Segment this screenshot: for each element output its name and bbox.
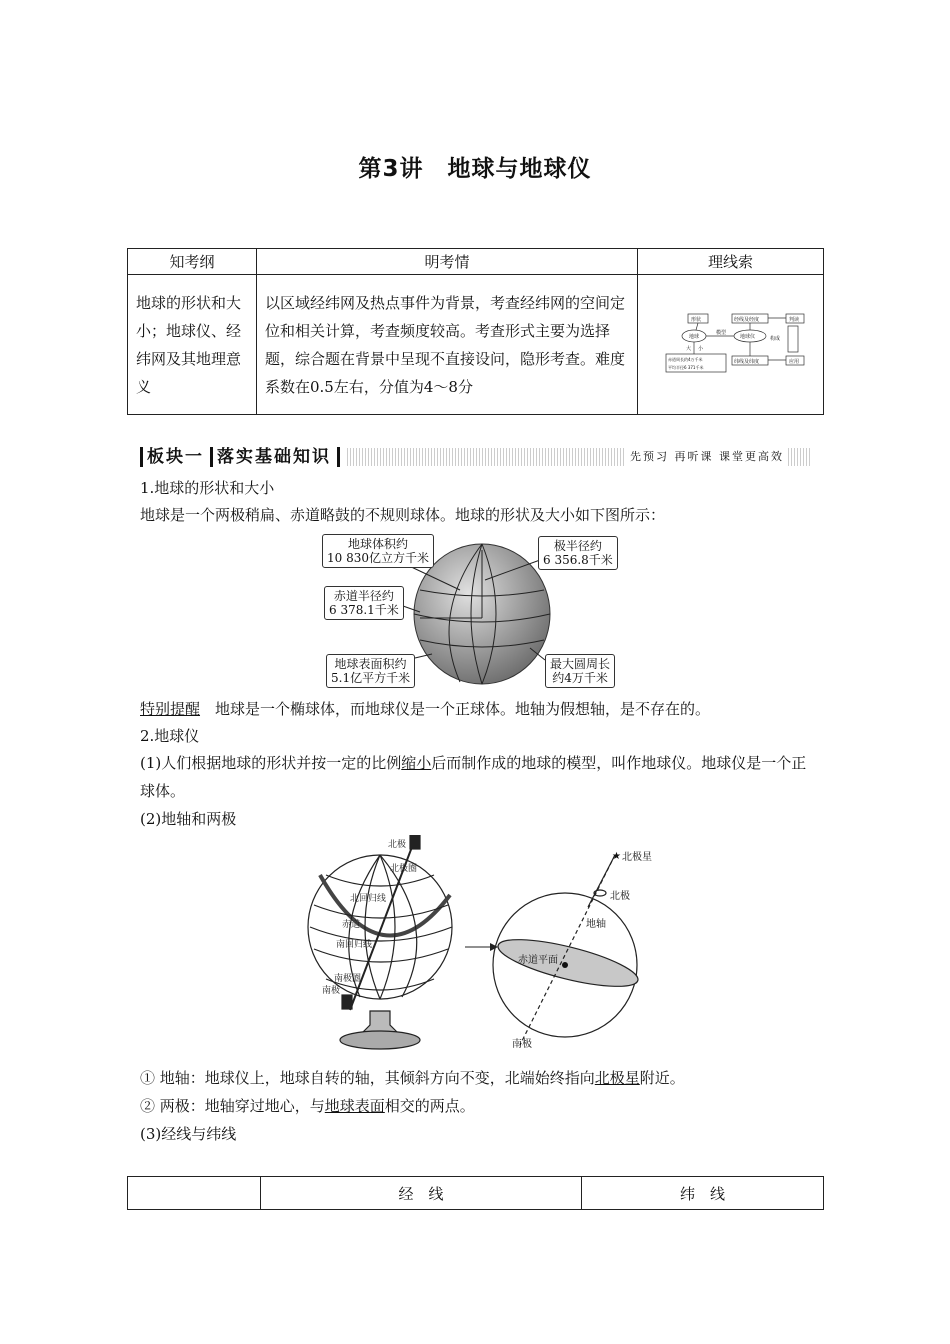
mm-parallel: 纬线及纬度	[733, 358, 759, 365]
mm-shape: 形状	[690, 316, 701, 323]
outline-cell: 地球的形状和大小；地球仪、经纬网及其地理意义	[128, 275, 257, 415]
item1-underline: 北极星	[594, 1069, 640, 1087]
item-axis	[140, 1064, 830, 1092]
globe-axis-figure	[290, 835, 670, 1055]
area-label-line1: 地球表面积约	[334, 657, 407, 671]
note-label: 特别提醒	[140, 700, 201, 718]
globe-tropic-n-label: 北回归线	[350, 894, 387, 904]
section1-heading: 1.地球的形状和大小	[140, 479, 275, 497]
polar-radius-label	[538, 536, 618, 570]
eq-label-line2: 6 378.1千米	[329, 603, 399, 617]
section2-p2: (2)地轴和两极	[140, 810, 237, 828]
axis-north-label: 北极	[610, 891, 630, 902]
header-exam: 明考情	[257, 249, 638, 275]
item1-text-a: ① 地轴：地球仪上，地球自转的轴，其倾斜方向不变，北端始终指向	[140, 1069, 595, 1087]
banner-left: 板块一	[140, 447, 204, 467]
arrow-head-icon	[490, 943, 498, 951]
area-label-line2: 5.1亿平方千米	[331, 671, 411, 685]
star-icon: ★	[612, 851, 621, 862]
globe-tropic-s-label: 南回归线	[336, 940, 373, 950]
mm-earth: 地球	[688, 333, 699, 340]
mm-small: 小	[697, 345, 703, 352]
axis-south-label: 南极	[512, 1039, 532, 1050]
globe-south-label: 南极	[322, 986, 341, 996]
p1-text-a: (1)人们根据地球的形状并按一定的比例	[140, 754, 402, 772]
mm-circumference: 赤道周长约4万千米	[667, 356, 703, 362]
special-note	[140, 695, 830, 723]
mm-meridian: 经线及经度	[733, 316, 759, 323]
section2-p3: (3)经线与纬线	[140, 1125, 237, 1143]
outline-table	[127, 248, 824, 415]
globe-equator-label: 赤道	[342, 920, 361, 930]
surface-area-label	[326, 654, 415, 688]
earth-center-dot	[562, 962, 568, 968]
p1-text-b: 后而制作成的地球的模型，叫作地球仪。地球仪是一个正球体。	[140, 754, 807, 800]
p1-underline: 缩小	[401, 754, 432, 772]
item2-text-b: 相交的两点。	[384, 1097, 475, 1115]
item-poles	[140, 1092, 830, 1120]
circumference-label	[545, 654, 615, 688]
equator-plane-label: 赤道平面	[518, 955, 558, 966]
item1-text-b: 附近。	[639, 1069, 685, 1087]
volume-label-line1: 地球体积约	[347, 537, 408, 551]
eq-label-line1: 赤道半径约	[333, 589, 394, 603]
banner-main: 落实基础知识	[210, 447, 340, 467]
header-parallel: 纬 线	[582, 1177, 824, 1210]
section1-text: 地球是一个两极稍扁、赤道略鼓的不规则球体。地球的形状及大小如下图所示：	[140, 506, 666, 524]
header-outline: 知考纲	[128, 249, 257, 275]
axis-label: 地轴	[586, 919, 606, 930]
circ-label-line1: 最大圆周长	[550, 657, 611, 671]
globe-antarctic-label: 南极圈	[334, 974, 362, 984]
banner-label	[140, 445, 346, 469]
mm-radius: 平均半径6 371千米	[667, 364, 703, 370]
header-clues: 理线索	[638, 249, 824, 275]
mm-model: 模型	[715, 329, 726, 336]
meridian-parallel-table	[127, 1176, 824, 1210]
banner-slogan: 先预习 再听课 课堂更高效	[626, 445, 788, 469]
mm-globe: 地球仪	[739, 333, 755, 340]
section2-heading: 2.地球仪	[140, 727, 200, 745]
circ-label-line2: 约4万千米	[552, 671, 608, 685]
polar-label-line2: 6 356.8千米	[543, 553, 613, 567]
volume-label-line2: 10 830亿立方千米	[327, 551, 429, 565]
equatorial-radius-label	[324, 586, 404, 620]
mm-big: 大	[685, 345, 691, 352]
mm-apply: 应用	[788, 358, 799, 365]
table-corner	[128, 1177, 261, 1210]
page-title: 第3讲 地球与地球仪	[358, 156, 592, 182]
polaris-label: 北极星	[622, 852, 652, 863]
item2-text-a: ② 两极：地轴穿过地心，与	[140, 1097, 325, 1115]
mm-read: 判读	[788, 316, 799, 323]
volume-label	[322, 534, 434, 568]
mm-compose: 构成	[769, 335, 780, 342]
note-text: 地球是一个椭球体，而地球仪是一个正球体。地轴为假想轴，是不存在的。	[200, 700, 711, 718]
item2-underline: 地球表面	[324, 1097, 385, 1115]
section-banner	[140, 445, 810, 469]
mind-map-diagram	[646, 310, 816, 380]
section2-p1	[140, 749, 820, 805]
globe-north-label: 北极	[388, 840, 407, 850]
earth-shape-figure	[320, 530, 630, 690]
exam-cell: 以区域经纬网及热点事件为背景，考查经纬网的空间定位和相关计算，考查频度较高。考查形式主要为选择题，综合题在背景中呈现不直接设问，隐形考查。难度系数在0.5左右，分值为4～8分	[257, 275, 638, 415]
polar-label-line1: 极半径约	[553, 539, 602, 553]
mind-map-cell	[638, 275, 824, 415]
header-meridian: 经 线	[261, 1177, 582, 1210]
globe-arctic-label: 北极圈	[390, 864, 418, 874]
